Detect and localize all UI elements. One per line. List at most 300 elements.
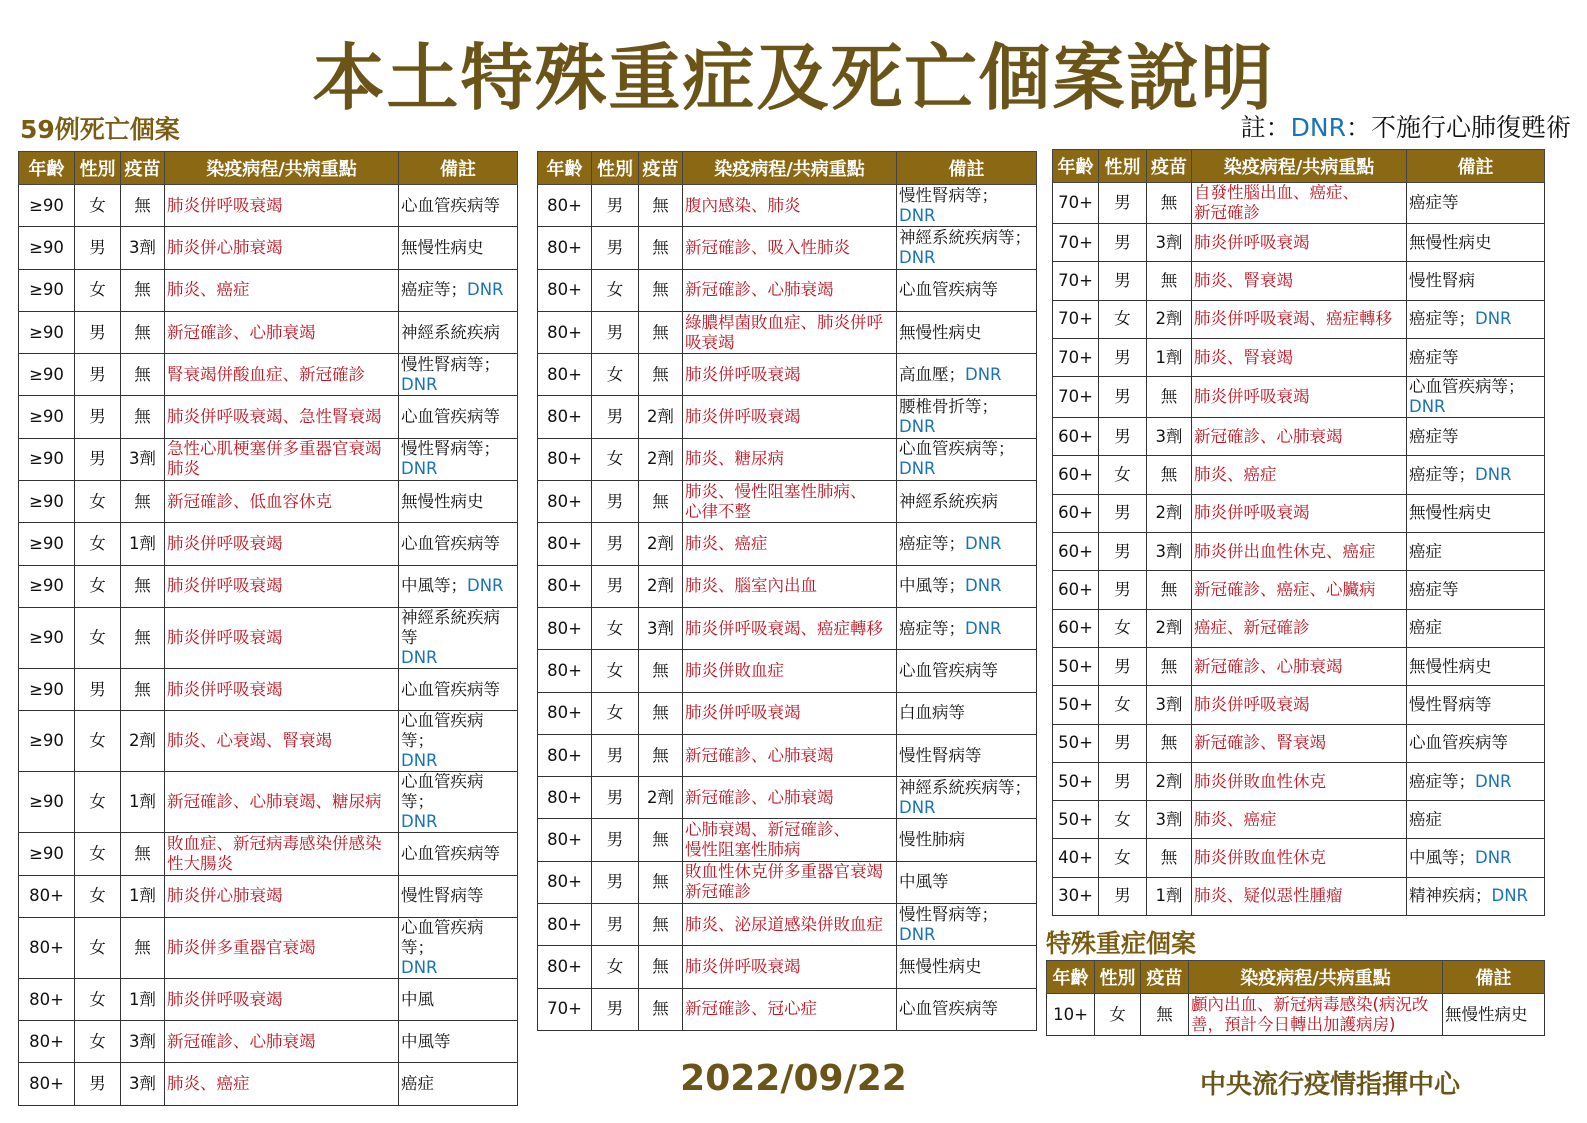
cell-course: 新冠確診、冠心症 [683,988,897,1030]
dnr-label: DNR [401,459,438,479]
cell-vaccine: 2劑 [1147,762,1192,800]
cell-age: 70+ [1053,338,1099,376]
cell-vaccine: 無 [121,311,165,353]
table-row [19,978,518,1020]
cell-sex: 男 [592,904,639,946]
cell-sex: 女 [592,650,639,692]
cell-vaccine: 無 [639,650,683,692]
cell-remark: 心血管疾病等； DNR [897,438,1037,480]
cell-vaccine: 無 [121,607,165,668]
dnr-label: DNR [899,247,936,267]
cell-vaccine: 2劑 [639,523,683,565]
cell-course: 肺炎併呼吸衰竭 [165,565,399,607]
cell-age: 80+ [19,875,75,917]
table-row [19,711,518,772]
cell-vaccine: 無 [639,311,683,353]
dnr-label: DNR [899,417,936,437]
cell-age: ≥90 [19,269,75,311]
cell-vaccine: 3劑 [1147,533,1192,571]
cell-remark: 神經系統疾病 [897,481,1037,523]
cell-vaccine: 無 [121,185,165,227]
cell-sex: 男 [1099,571,1147,609]
cell-course: 新冠確診、心肺衰竭 [683,269,897,311]
cell-age: ≥90 [19,438,75,480]
cell-vaccine: 3劑 [121,438,165,480]
cell-remark: 心血管疾病等 [399,185,518,227]
table-row [1053,183,1545,224]
cell-age: 80+ [538,311,592,353]
table-row [19,565,518,607]
cell-age: 70+ [1053,183,1099,224]
cell-course: 肺炎併心肺衰竭 [165,227,399,269]
cell-course: 肺炎併多重器官衰竭 [165,917,399,978]
cell-vaccine: 2劑 [639,438,683,480]
cell-course: 腹內感染、肺炎 [683,185,897,227]
page-title: 本土特殊重症及死亡個案說明 [312,36,1275,120]
cell-vaccine: 無 [1147,724,1192,762]
cell-age: ≥90 [19,772,75,833]
cell-vaccine: 2劑 [1147,300,1192,338]
table-row [538,396,1037,438]
cell-age: 80+ [538,438,592,480]
cell-sex: 男 [592,861,639,903]
table-row [19,917,518,978]
cell-sex: 女 [75,833,121,875]
cell-remark: 癌症等；DNR [897,523,1037,565]
table-row [538,650,1037,692]
table-row [1053,762,1545,800]
cell-sex: 男 [1099,533,1147,571]
cell-age: 80+ [538,354,592,396]
cell-age: 80+ [538,861,592,903]
cell-course: 肺炎併呼吸衰竭、癌症轉移 [683,607,897,649]
dnr-label: DNR [1475,309,1512,329]
cell-course: 肺炎併呼吸衰竭 [165,185,399,227]
cell-vaccine: 無 [1147,839,1192,877]
cell-remark: 白血病等 [897,692,1037,734]
cell-sex: 男 [1099,224,1147,262]
cell-vaccine: 無 [121,269,165,311]
cell-course: 心肺衰竭、新冠確診、 慢性阻塞性肺病 [683,819,897,861]
dnr-label: DNR [1409,397,1446,417]
cell-remark: 中風等 [897,861,1037,903]
cell-course: 肺炎併敗血性休克 [1192,839,1407,877]
cell-vaccine: 無 [639,185,683,227]
table-row [19,1021,518,1063]
table-row [1053,418,1545,456]
cell-course: 肺炎併呼吸衰竭 [1192,377,1407,418]
cell-course: 肺炎併心肺衰竭 [165,875,399,917]
cell-age: 80+ [19,978,75,1020]
dnr-label: DNR [965,576,1002,596]
cell-remark: 無慢性病史 [897,946,1037,988]
cell-vaccine: 2劑 [639,565,683,607]
cell-vaccine: 無 [121,917,165,978]
cell-sex: 女 [592,354,639,396]
column-header-sex: 性別 [1095,961,1141,994]
cell-age: ≥90 [19,354,75,396]
table-row [19,875,518,917]
table-row [1053,801,1545,839]
cell-course: 肺炎、疑似惡性腫瘤 [1192,877,1407,915]
cell-remark: 無慢性病史 [1443,994,1545,1036]
table-row [538,481,1037,523]
cell-course: 肺炎併呼吸衰竭 [1192,686,1407,724]
cell-age: 70+ [1053,262,1099,300]
death-table-1 [18,151,518,1106]
cell-course: 新冠確診、癌症、心臟病 [1192,571,1407,609]
cell-remark: 癌症等；DNR [1407,762,1545,800]
cell-sex: 女 [75,917,121,978]
cell-course: 肺炎、腎衰竭 [1192,338,1407,376]
cell-age: ≥90 [19,396,75,438]
cell-remark: 心血管疾病等； DNR [1407,377,1545,418]
cell-vaccine: 1劑 [1147,338,1192,376]
cell-vaccine: 無 [639,269,683,311]
cell-vaccine: 無 [121,833,165,875]
cell-age: ≥90 [19,311,75,353]
table-row [19,481,518,523]
cell-sex: 男 [75,396,121,438]
table-row [1053,456,1545,494]
cell-age: 80+ [538,227,592,269]
cell-sex: 女 [592,692,639,734]
cell-age: 10+ [1047,994,1095,1036]
cell-vaccine: 無 [121,396,165,438]
table-row [538,904,1037,946]
cell-age: 50+ [1053,762,1099,800]
table-row [19,607,518,668]
cell-course: 肺炎、糖尿病 [683,438,897,480]
cell-remark: 中風等；DNR [897,565,1037,607]
cell-remark: 癌症 [399,1063,518,1105]
table-row [1053,262,1545,300]
cell-course: 肺炎併呼吸衰竭、癌症轉移 [1192,300,1407,338]
cell-sex: 男 [75,1063,121,1105]
column-header-age: 年齡 [1047,961,1095,994]
cell-vaccine: 3劑 [1147,418,1192,456]
table-row [1053,877,1545,915]
cell-course: 新冠確診、心肺衰竭 [165,311,399,353]
cell-vaccine: 無 [639,819,683,861]
cell-course: 肺炎併呼吸衰竭 [165,607,399,668]
cell-remark: 無慢性病史 [897,311,1037,353]
cell-remark: 中風 [399,978,518,1020]
table-row [19,772,518,833]
cell-sex: 男 [592,565,639,607]
table-row [538,692,1037,734]
cell-course: 新冠確診、心肺衰竭 [683,777,897,819]
cell-age: 70+ [1053,224,1099,262]
cell-sex: 男 [1099,377,1147,418]
table-row [1053,609,1545,647]
cell-course: 肺炎、腦室內出血 [683,565,897,607]
cell-course: 肺炎、癌症 [1192,456,1407,494]
cell-sex: 男 [75,354,121,396]
cell-course: 急性心肌梗塞併多重器官衰竭 肺炎 [165,438,399,480]
cell-sex: 男 [1099,877,1147,915]
table-row [538,607,1037,649]
dnr-label: DNR [401,647,438,667]
cell-sex: 女 [75,875,121,917]
table-row [19,523,518,565]
cell-vaccine: 1劑 [1147,877,1192,915]
cell-age: 80+ [19,1021,75,1063]
dnr-label: DNR [965,618,1002,638]
cell-remark: 癌症等；DNR [1407,456,1545,494]
dnr-label: DNR [1475,771,1512,791]
cell-vaccine: 無 [1147,647,1192,685]
cell-course: 肺炎併呼吸衰竭 [165,978,399,1020]
cell-remark: 癌症 [1407,801,1545,839]
cell-sex: 男 [592,185,639,227]
cell-sex: 男 [592,777,639,819]
death-table-2 [537,151,1037,1031]
dnr-label: DNR [467,576,504,596]
cell-sex: 女 [592,438,639,480]
cell-age: 80+ [538,692,592,734]
table-row [538,861,1037,903]
cell-vaccine: 無 [1147,377,1192,418]
column-header-age: 年齡 [1053,150,1099,183]
cell-age: 80+ [538,777,592,819]
cell-sex: 女 [1099,456,1147,494]
cell-sex: 男 [592,227,639,269]
cell-remark: 無慢性病史 [1407,224,1545,262]
dnr-label: DNR [401,812,438,832]
cell-age: 60+ [1053,418,1099,456]
cell-vaccine: 3劑 [1147,801,1192,839]
cell-age: 80+ [538,734,592,776]
table-row [1053,724,1545,762]
cell-sex: 男 [1099,647,1147,685]
cell-course: 肺炎併呼吸衰竭 [1192,494,1407,532]
header-row [19,152,518,185]
cell-course: 新冠確診、心肺衰竭、糖尿病 [165,772,399,833]
cell-course: 肺炎、泌尿道感染併敗血症 [683,904,897,946]
table-row [1053,300,1545,338]
cell-vaccine: 無 [121,668,165,710]
cell-age: 80+ [538,946,592,988]
cell-course: 肺炎併敗血症 [683,650,897,692]
cell-remark: 中風等；DNR [399,565,518,607]
cell-sex: 女 [592,946,639,988]
column-header-vaccine: 疫苗 [1141,961,1189,994]
cell-sex: 女 [75,978,121,1020]
cell-course: 新冠確診、心肺衰竭 [683,734,897,776]
cell-sex: 男 [592,523,639,565]
cell-remark: 中風等 [399,1021,518,1063]
dnr-label: DNR [965,364,1002,384]
table-row [19,438,518,480]
cell-remark: 慢性腎病等； DNR [897,904,1037,946]
table-row [538,523,1037,565]
cell-vaccine: 無 [639,988,683,1030]
cell-course: 肺炎併呼吸衰竭、急性腎衰竭 [165,396,399,438]
cell-course: 肺炎併呼吸衰竭 [683,354,897,396]
table-row [538,988,1037,1030]
cell-remark: 心血管疾病等 [897,650,1037,692]
cell-vaccine: 3劑 [639,607,683,649]
cell-course: 新冠確診、心肺衰竭 [1192,418,1407,456]
cell-course: 肺炎、癌症 [1192,801,1407,839]
cell-course: 敗血症、新冠病毒感染併感染 性大腸炎 [165,833,399,875]
cell-remark: 癌症等 [1407,418,1545,456]
cell-vaccine: 2劑 [1147,494,1192,532]
table-row [19,311,518,353]
cell-sex: 男 [592,481,639,523]
cell-vaccine: 無 [121,354,165,396]
death-table-3 [1052,149,1545,916]
cell-vaccine: 無 [1147,456,1192,494]
cell-course: 腎衰竭併酸血症、新冠確診 [165,354,399,396]
cell-age: 60+ [1053,609,1099,647]
cell-course: 肺炎併出血性休克、癌症 [1192,533,1407,571]
table-row [1053,571,1545,609]
cell-remark: 慢性腎病等； DNR [399,438,518,480]
cell-age: 50+ [1053,801,1099,839]
cell-sex: 女 [1099,300,1147,338]
cell-vaccine: 2劑 [639,396,683,438]
cell-age: 80+ [538,481,592,523]
dnr-label: DNR [401,957,438,977]
cell-age: 80+ [19,917,75,978]
dnr-label: DNR [899,924,936,944]
cell-vaccine: 3劑 [1147,224,1192,262]
cell-sex: 男 [1099,762,1147,800]
cell-age: 70+ [1053,377,1099,418]
cell-age: 80+ [538,650,592,692]
cell-sex: 女 [1099,801,1147,839]
cell-sex: 男 [1099,338,1147,376]
cell-remark: 癌症等 [1407,571,1545,609]
cell-vaccine: 1劑 [121,772,165,833]
table-row [538,354,1037,396]
cell-vaccine: 1劑 [121,875,165,917]
table-row [1053,533,1545,571]
cell-sex: 女 [1099,839,1147,877]
cell-course: 新冠確診、低血容休克 [165,481,399,523]
cell-remark: 中風等；DNR [1407,839,1545,877]
cell-sex: 女 [75,565,121,607]
cell-vaccine: 無 [639,861,683,903]
dnr-label: DNR [401,751,438,771]
cell-remark: 慢性腎病 [1407,262,1545,300]
cell-age: ≥90 [19,227,75,269]
cell-sex: 男 [592,396,639,438]
cell-age: ≥90 [19,668,75,710]
cell-vaccine: 3劑 [121,227,165,269]
cell-sex: 男 [75,438,121,480]
cell-course: 顱內出血、新冠病毒感染(病況改 善，預計今日轉出加護病房) [1189,994,1443,1036]
column-header-age: 年齡 [19,152,75,185]
cell-remark: 慢性腎病等； DNR [399,354,518,396]
cell-sex: 女 [1095,994,1141,1036]
cell-remark: 心血管疾病等 [399,833,518,875]
cell-remark: 無慢性病史 [1407,494,1545,532]
column-header-remark: 備註 [897,152,1037,185]
dnr-label: DNR [899,205,936,225]
cell-age: 80+ [538,523,592,565]
cell-vaccine: 無 [639,481,683,523]
column-header-course: 染疫病程/共病重點 [1192,150,1407,183]
dnr-note-text: ：不施行心肺復甦術 [1345,113,1571,142]
table-row [1047,994,1545,1036]
cell-course: 癌症、新冠確診 [1192,609,1407,647]
cell-age: 80+ [538,904,592,946]
cell-course: 肺炎併呼吸衰竭 [1192,224,1407,262]
header-row [1047,961,1545,994]
table-row [19,354,518,396]
cell-sex: 男 [592,311,639,353]
cell-sex: 男 [1099,418,1147,456]
cell-remark: 心血管疾病等 [1407,724,1545,762]
cell-age: 80+ [19,1063,75,1105]
cell-age: 50+ [1053,724,1099,762]
cell-age: 50+ [1053,686,1099,724]
cell-course: 新冠確診、吸入性肺炎 [683,227,897,269]
cell-vaccine: 1劑 [121,978,165,1020]
column-header-remark: 備註 [1407,150,1545,183]
cell-remark: 神經系統疾病等； DNR [897,777,1037,819]
table-row [1053,647,1545,685]
cell-remark: 癌症 [1407,533,1545,571]
table-row [538,565,1037,607]
cell-age: 80+ [538,396,592,438]
column-header-vaccine: 疫苗 [121,152,165,185]
cell-age: ≥90 [19,607,75,668]
cell-remark: 癌症等；DNR [399,269,518,311]
severe-section-label: 特殊重症個案 [1046,929,1197,958]
dnr-note [1241,108,1571,144]
cell-course: 肺炎併呼吸衰竭 [165,668,399,710]
cell-sex: 女 [75,185,121,227]
table-row [538,311,1037,353]
cell-sex: 男 [592,734,639,776]
cell-age: 80+ [538,819,592,861]
cell-remark: 慢性腎病等 [1407,686,1545,724]
dnr-note-term: DNR [1290,113,1346,142]
cell-sex: 男 [75,227,121,269]
cell-remark: 癌症等 [1407,338,1545,376]
table-row [19,833,518,875]
header-row [1053,150,1545,183]
cell-remark: 神經系統疾病等 DNR [399,607,518,668]
cell-sex: 女 [592,607,639,649]
dnr-label: DNR [467,280,504,300]
cell-remark: 腰椎骨折等； DNR [897,396,1037,438]
table-row [19,227,518,269]
cell-course: 敗血性休克併多重器官衰竭 新冠確診 [683,861,897,903]
dnr-label: DNR [1491,886,1529,906]
cell-sex: 男 [592,819,639,861]
cell-sex: 女 [75,481,121,523]
cell-sex: 女 [75,269,121,311]
report-date: 2022/09/22 [680,1058,907,1099]
cell-age: 40+ [1053,839,1099,877]
cell-age: ≥90 [19,185,75,227]
cell-sex: 女 [592,269,639,311]
table-row [538,946,1037,988]
table-row [19,396,518,438]
cell-sex: 男 [75,668,121,710]
table-row [538,227,1037,269]
cell-course: 肺炎、癌症 [165,1063,399,1105]
column-header-course: 染疫病程/共病重點 [1189,961,1443,994]
cell-sex: 女 [75,607,121,668]
column-header-vaccine: 疫苗 [1147,150,1192,183]
severe-table [1046,960,1545,1036]
